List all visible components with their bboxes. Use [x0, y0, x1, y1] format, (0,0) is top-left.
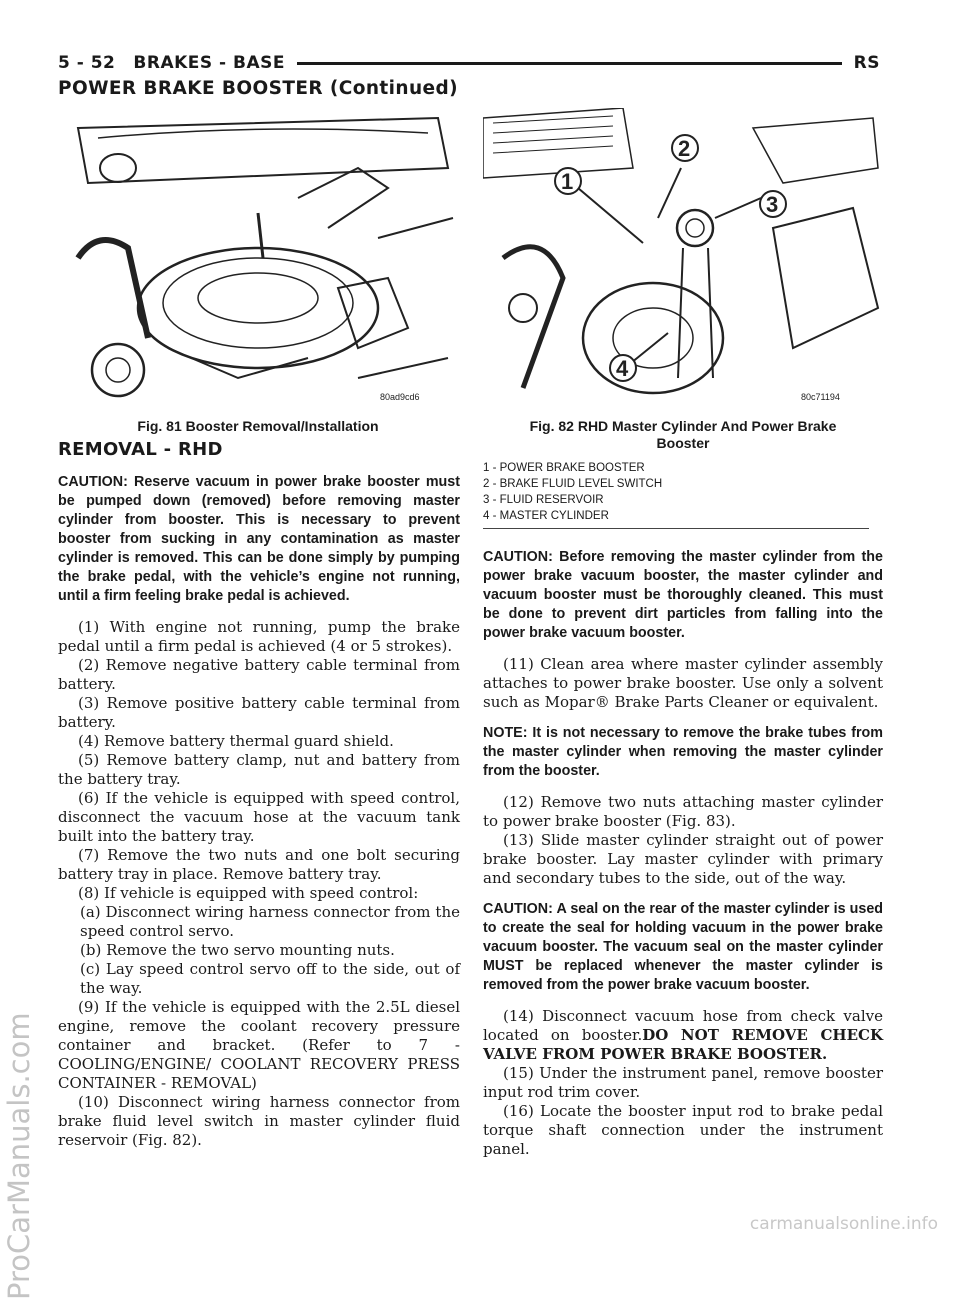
header-rule — [297, 62, 842, 65]
fig82-code: 80c71194 — [801, 392, 840, 402]
substep-b: (b) Remove the two servo mounting nuts. — [80, 941, 395, 959]
step-3: (3) Remove positive battery cable terminal from battery. — [58, 694, 460, 731]
left-column — [58, 440, 460, 1150]
step-12: (12) Remove two nuts attaching master cylinder to power brake booster (Fig. 83). — [483, 793, 883, 830]
booster-removal-illustration — [58, 108, 458, 408]
rhd-master-cylinder-illustration — [483, 108, 883, 408]
figure-82 — [483, 108, 883, 528]
legend-rule — [483, 528, 869, 529]
step-14-warning: DO NOT REMOVE CHECK VALVE FROM POWER BRAKE BOOSTER. — [483, 1026, 883, 1063]
legend-item: 4 - MASTER CYLINDER — [483, 510, 609, 522]
step-13: (13) Slide master cylinder straight out of power brake booster. Lay master cylinder with primary and secondary tubes to the side, out of the way. — [483, 831, 883, 887]
model-code: RS — [853, 53, 880, 73]
caution-clean-before-removal: CAUTION: Before removing the master cylinder from the power brake vacuum booster, the master cylinder and vacuum booster must be thoroughly cleaned. This must be done to prevent dirt particles from falling into the power brake vacuum booster. — [483, 549, 883, 641]
fig82-caption: Fig. 82 RHD Master Cylinder And Power Brake Booster — [529, 418, 837, 451]
figure-81 — [58, 108, 458, 438]
substep-c: (c) Lay speed control servo off to the side, out of the way. — [80, 960, 460, 997]
callout-2: 2 — [678, 136, 691, 161]
callout-1: 1 — [561, 169, 574, 194]
bottom-watermark: carmanualsonline.info — [749, 1214, 938, 1234]
legend-item: 1 - POWER BRAKE BOOSTER — [483, 462, 645, 474]
section-name: BRAKES - BASE — [133, 53, 285, 73]
legend-item: 3 - FLUID RESERVOIR — [483, 494, 604, 506]
step-10: (10) Disconnect wiring harness connector from brake fluid level switch in master cylinder fluid reservoir (Fig. 82). — [58, 1093, 460, 1149]
legend-item: 2 - BRAKE FLUID LEVEL SWITCH — [483, 478, 663, 490]
step-6: (6) If the vehicle is equipped with speed control, disconnect the vacuum hose at the vacuum tank built into the battery tray. — [58, 789, 460, 845]
note-brake-tubes: NOTE: It is not necessary to remove the brake tubes from the master cylinder when removing the master cylinder from the booster. — [483, 725, 883, 779]
step-14-text: (14) Disconnect vacuum hose from check valve located on booster. — [483, 1007, 883, 1044]
step-8: (8) If vehicle is equipped with speed control: — [78, 884, 419, 902]
continuation-title: POWER BRAKE BOOSTER (Continued) — [58, 78, 458, 99]
callout-3: 3 — [766, 192, 779, 217]
fig81-caption: Fig. 81 Booster Removal/Installation — [137, 418, 379, 434]
fig81-code: 80ad9cd6 — [380, 392, 420, 402]
step-7: (7) Remove the two nuts and one bolt securing battery tray in place. Remove battery tray. — [58, 846, 460, 883]
step-1: (1) With engine not running, pump the brake pedal until a firm pedal is achieved (4 or 5 strokes). — [58, 618, 460, 655]
step-9: (9) If the vehicle is equipped with the 2.5L diesel engine, remove the coolant recovery pressure container and bracket. (Refer to 7 - COOLING/ENGINE/ COOLANT RECOVERY PRESS CONTAINER - REMOVAL) — [58, 998, 460, 1092]
section-title: REMOVAL - RHD — [58, 439, 223, 460]
step-16: (16) Locate the booster input rod to brake pedal torque shaft connection under the instrument panel. — [483, 1102, 883, 1158]
substep-a: (a) Disconnect wiring harness connector from the speed control servo. — [80, 903, 460, 940]
step-2: (2) Remove negative battery cable terminal from battery. — [58, 656, 460, 693]
right-column — [483, 548, 883, 1159]
step-5: (5) Remove battery clamp, nut and battery from the battery tray. — [58, 751, 460, 788]
step-4: (4) Remove battery thermal guard shield. — [78, 732, 394, 750]
page-header — [58, 50, 880, 76]
step-15: (15) Under the instrument panel, remove booster input rod trim cover. — [483, 1064, 883, 1101]
step-11: (11) Clean area where master cylinder assembly attaches to power brake booster. Use only a solvent such as Mopar® Brake Parts Cleaner or equivalent. — [483, 655, 883, 711]
caution-reserve-vacuum: CAUTION: Reserve vacuum in power brake booster must be pumped down (removed) before removing master cylinder from booster. This is necessary to prevent booster from sucking in any contamination as master cylinder is removed. This can be done simply by pumping the brake pedal, with the vehicle’s engine not running, until a firm feeling brake pedal is achieved. — [58, 474, 460, 604]
step-14 — [483, 1007, 883, 1064]
fig82-legend — [483, 460, 883, 529]
side-watermark: ProCarManuals.com — [2, 1012, 36, 1300]
callout-4: 4 — [616, 356, 629, 381]
page-number: 5 - 52 — [58, 53, 116, 73]
caution-vacuum-seal: CAUTION: A seal on the rear of the master cylinder is used to create the seal for holding vacuum in the power brake vacuum booster. The vacuum seal on the master cylinder MUST be replaced whenever the master cylinder is removed from the power brake vacuum booster. — [483, 901, 883, 993]
